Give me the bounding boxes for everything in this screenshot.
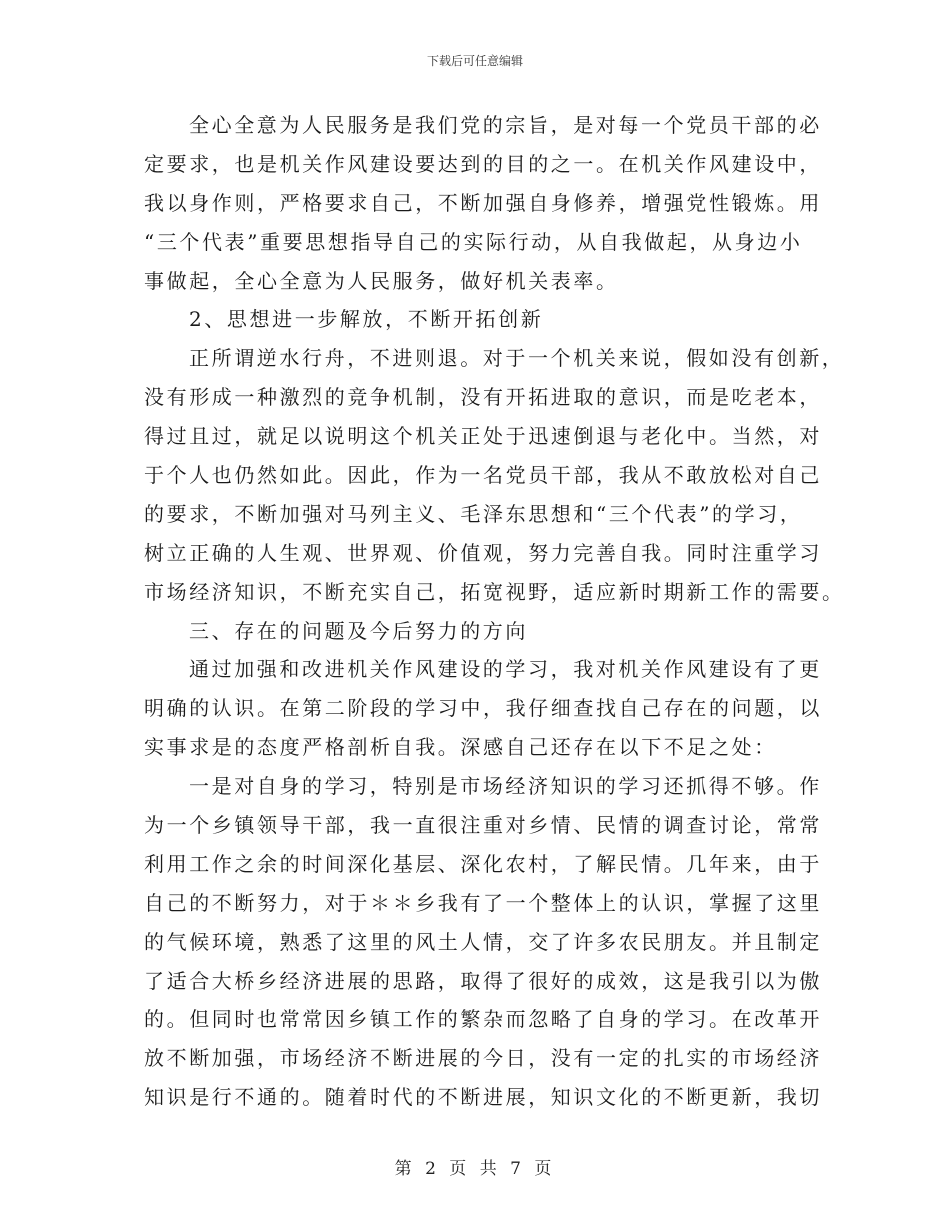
text-line: 放不断加强，市场经济不断进展的今日，没有一定的扎实的市场经济 [144,1046,822,1071]
text-line: 自己的不断努力，对于＊＊乡我有了一个整体上的认识，掌握了这里 [144,890,822,915]
text-line: 知识是行不通的。随着时代的不断进展，知识文化的不断更新，我切 [144,1085,822,1110]
text-line: 了适合大桥乡经济进展的思路，取得了很好的成效，这是我引以为傲 [144,968,822,993]
text-line: 明确的认识。在第二阶段的学习中，我仔细查找自己存在的问题，以 [144,696,822,721]
text-line: 定要求，也是机关作风建设要达到的目的之一。在机关作风建设中， [144,151,822,176]
text-line: 2、思想进一步解放，不断开拓创新 [189,307,544,332]
text-line: 全心全意为人民服务是我们党的宗旨，是对每一个党员干部的必 [189,113,822,137]
text-line: 的气候环境，熟悉了这里的风土人情，交了许多农民朋友。并且制定 [144,929,822,954]
text-line: 利用工作之余的时间深化基层、深化农村，了解民情。几年来，由于 [144,851,822,876]
text-line: 没有形成一种激烈的竞争机制，没有开拓进取的意识，而是吃老本， [144,385,822,410]
page-number: 第 2 页 共 7 页 [394,1159,556,1179]
text-line: 事做起，全心全意为人民服务，做好机关表率。 [144,268,619,293]
text-line: 一是对自身的学习，特别是市场经济知识的学习还抓得不够。作 [189,774,822,799]
text-line: 的。但同时也常常因乡镇工作的繁杂而忽略了自身的学习。在改革开 [144,1007,822,1032]
text-line: 树立正确的人生观、世界观、价值观，努力完善自我。同时注重学习 [144,540,822,565]
document-body [144,106,845,1117]
text-line: 为一个乡镇领导干部，我一直很注重对乡情、民情的调查讨论，常常 [144,813,822,838]
text-line: 于个人也仍然如此。因此，作为一名党员干部，我从不敢放松对自己 [144,463,822,488]
text-line: 市场经济知识，不断充实自己，拓宽视野，适应新时期新工作的需要。 [144,579,845,604]
text-line: 实事求是的态度严格剖析自我。深感自己还存在以下不足之处： [144,735,777,760]
text-line: 正所谓逆水行舟，不进则退。对于一个机关来说，假如没有创新， [189,346,845,371]
text-line: “三个代表”重要思想指导自己的实际行动，从自我做起，从身边小 [144,229,803,254]
text-line: 我以身作则，严格要求自己，不断加强自身修养，增强党性锻炼。用 [144,190,822,215]
text-line: 三、存在的问题及今后努力的方向 [189,618,528,643]
text-line: 通过加强和改进机关作风建设的学习，我对机关作风建设有了更 [189,657,822,682]
page-header: 下载后可任意编辑 [426,54,523,68]
text-line: 的要求，不断加强对马列主义、毛泽东思想和“三个代表”的学习， [144,501,803,526]
text-line: 得过且过，就足以说明这个机关正处于迅速倒退与老化中。当然，对 [144,424,822,449]
